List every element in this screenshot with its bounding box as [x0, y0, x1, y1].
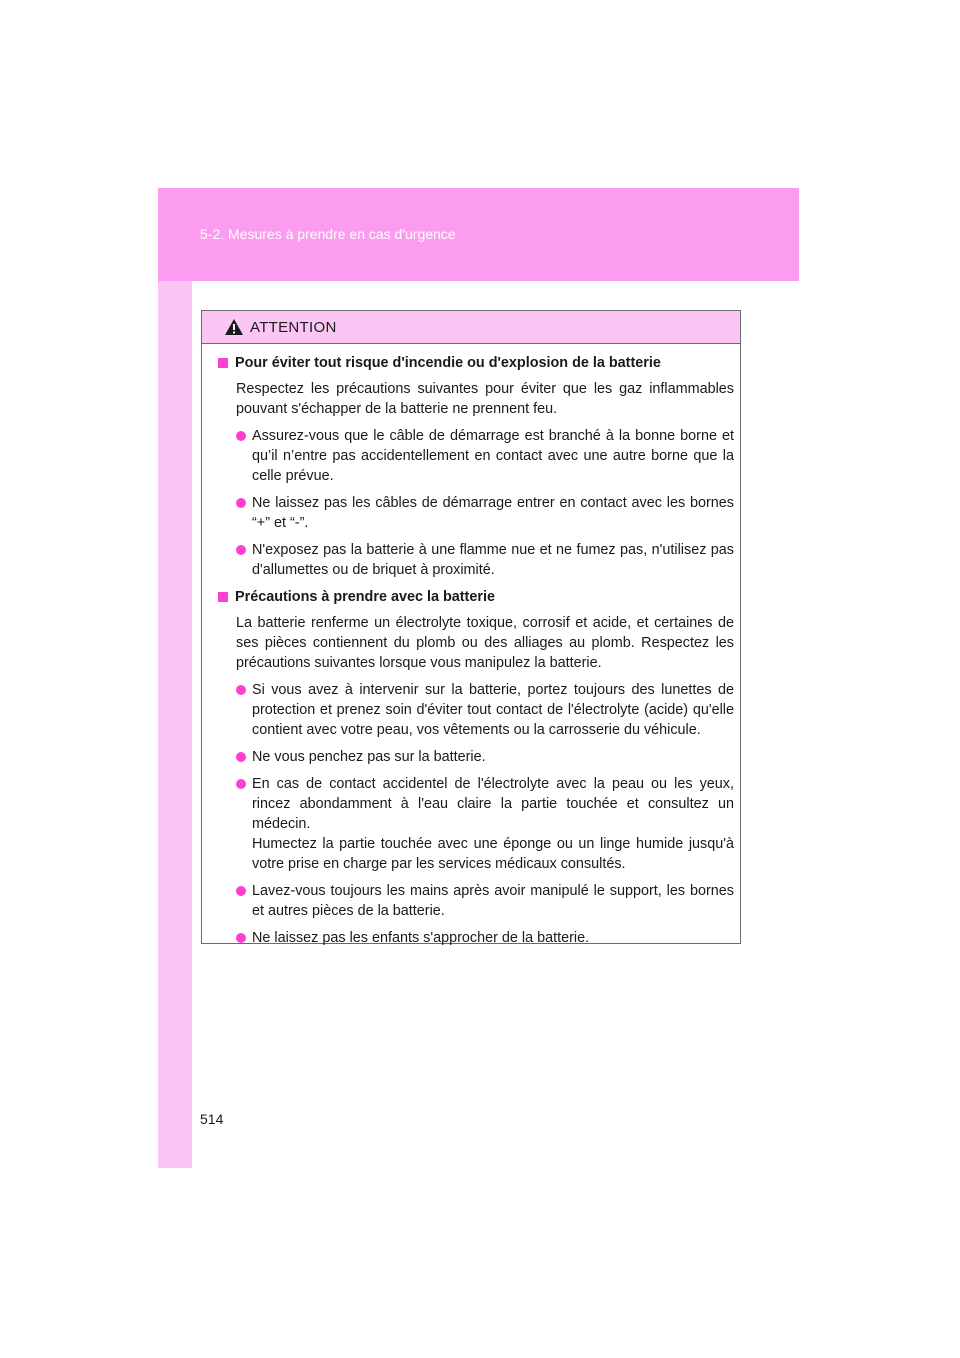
section-intro: La batterie renferme un électrolyte toxique, corrosif et acide, et certaines de ses pièces contiennent du plomb ou des alliages au plomb. Respectez les précautions suivantes lorsque vous manipulez la batterie. [236, 615, 734, 671]
list-item-text: Ne vous penchez pas sur la batterie. [252, 749, 486, 765]
list-item-text: Lavez-vous toujours les mains après avoir manipulé le support, les bornes et autres pièces de la batterie. [252, 883, 734, 919]
list-item [218, 493, 734, 533]
square-bullet-icon [218, 592, 228, 602]
attention-header [202, 311, 740, 344]
list-item [218, 928, 734, 948]
section-heading-text: Pour éviter tout risque d'incendie ou d'explosion de la batterie [235, 355, 661, 371]
dot-bullet-icon [236, 933, 246, 943]
list-item-text: Ne laissez pas les enfants s'approcher de la batterie. [252, 930, 590, 946]
section-heading [218, 587, 734, 607]
section-heading [218, 353, 734, 373]
list-item [218, 747, 734, 767]
dot-bullet-icon [236, 779, 246, 789]
list-item [218, 540, 734, 580]
list-item-text: Ne laissez pas les câbles de démarrage entrer en contact avec les bornes “+” et “-”. [252, 495, 734, 531]
list-item [218, 426, 734, 486]
list-item-text: Assurez-vous que le câble de démarrage est branché à la bonne borne et qu’il n’entre pas accidentellement en contact avec une autre borne que la celle prévue. [252, 428, 734, 484]
dot-bullet-icon [236, 431, 246, 441]
attention-box [201, 310, 741, 944]
section-title: 5-2. Mesures à prendre en cas d'urgence [200, 226, 456, 242]
side-strip [158, 281, 192, 1168]
dot-bullet-icon [236, 498, 246, 508]
list-item-text: N'exposez pas la batterie à une flamme nue et ne fumez pas, n'utilisez pas d'allumettes ou de briquet à proximité. [252, 542, 734, 578]
dot-bullet-icon [236, 545, 246, 555]
dot-bullet-icon [236, 886, 246, 896]
square-bullet-icon [218, 358, 228, 368]
section-heading-text: Précautions à prendre avec la batterie [235, 589, 495, 605]
page-number: 514 [200, 1111, 224, 1127]
list-item [218, 680, 734, 740]
list-item [218, 881, 734, 921]
list-item-text-group [252, 774, 734, 874]
section-intro: Respectez les précautions suivantes pour éviter que les gaz inflammables pouvant s'échapper de la batterie ne prennent feu. [236, 381, 734, 417]
list-item-text: En cas de contact accidentel de l'électrolyte avec la peau ou les yeux, rincez abondamment à l'eau claire la partie touchée et consultez un médecin. [252, 776, 734, 832]
list-item [218, 774, 734, 874]
warning-triangle-icon [224, 318, 244, 336]
attention-label: ATTENTION [250, 318, 337, 336]
dot-bullet-icon [236, 685, 246, 695]
list-item-continuation: Humectez la partie touchée avec une éponge ou un linge humide jusqu'à votre prise en charge par les services médicaux consultés. [252, 836, 734, 872]
dot-bullet-icon [236, 752, 246, 762]
list-item-text: Si vous avez à intervenir sur la batterie, portez toujours des lunettes de protection et prenez soin d'éviter tout contact de l'électrolyte (acide) qu'elle contient avec votre peau, vos vêtements ou la carrosserie du véhicule. [252, 682, 734, 738]
attention-body [202, 344, 740, 948]
